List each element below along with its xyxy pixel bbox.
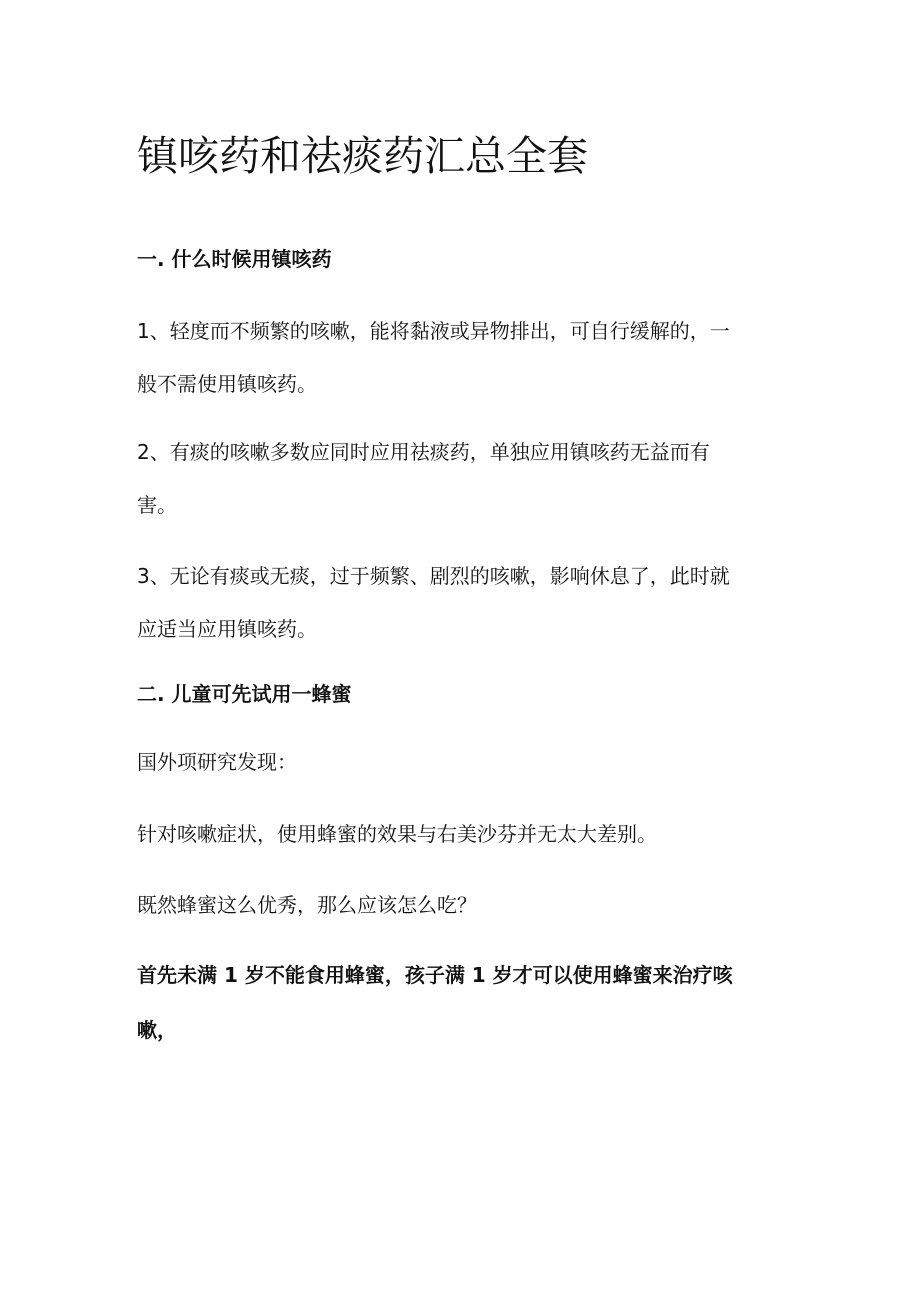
section-1-item-1-line-2: 般不需使用镇咳药。 [137,372,317,396]
section-2-paragraph-4-line-1: 首先未满 1 岁不能食用蜂蜜，孩子满 1 岁才可以使用蜂蜜来治疗咳 [137,963,733,987]
section-1-item-2-line-1: 2、有痰的咳嗽多数应同时应用祛痰药，单独应用镇咳药无益而有 [137,440,710,464]
section-1-item-3-line-1: 3、无论有痰或无痰，过于频繁、剧烈的咳嗽，影响休息了，此时就 [137,564,730,588]
section-1-item-3-line-2: 应适当应用镇咳药。 [137,617,317,641]
section-2-paragraph-2: 针对咳嗽症状，使用蜂蜜的效果与右美沙芬并无太大差别。 [137,822,657,846]
section-2-paragraph-3: 既然蜂蜜这么优秀，那么应该怎么吃？ [137,893,477,917]
section-2-paragraph-1: 国外项研究发现： [137,750,297,774]
section-1-heading: 一. 什么时候用镇咳药 [137,247,332,271]
section-1-item-1-line-1: 1、轻度而不频繁的咳嗽，能将黏液或异物排出，可自行缓解的，一 [137,319,730,343]
section-2-heading: 二. 儿童可先试用一蜂蜜 [137,682,352,706]
document-title: 镇咳药和祛痰药汇总全套 [137,132,588,180]
section-2-paragraph-4-line-2: 嗽， [137,1018,177,1042]
section-1-item-2-line-2: 害。 [137,493,177,517]
